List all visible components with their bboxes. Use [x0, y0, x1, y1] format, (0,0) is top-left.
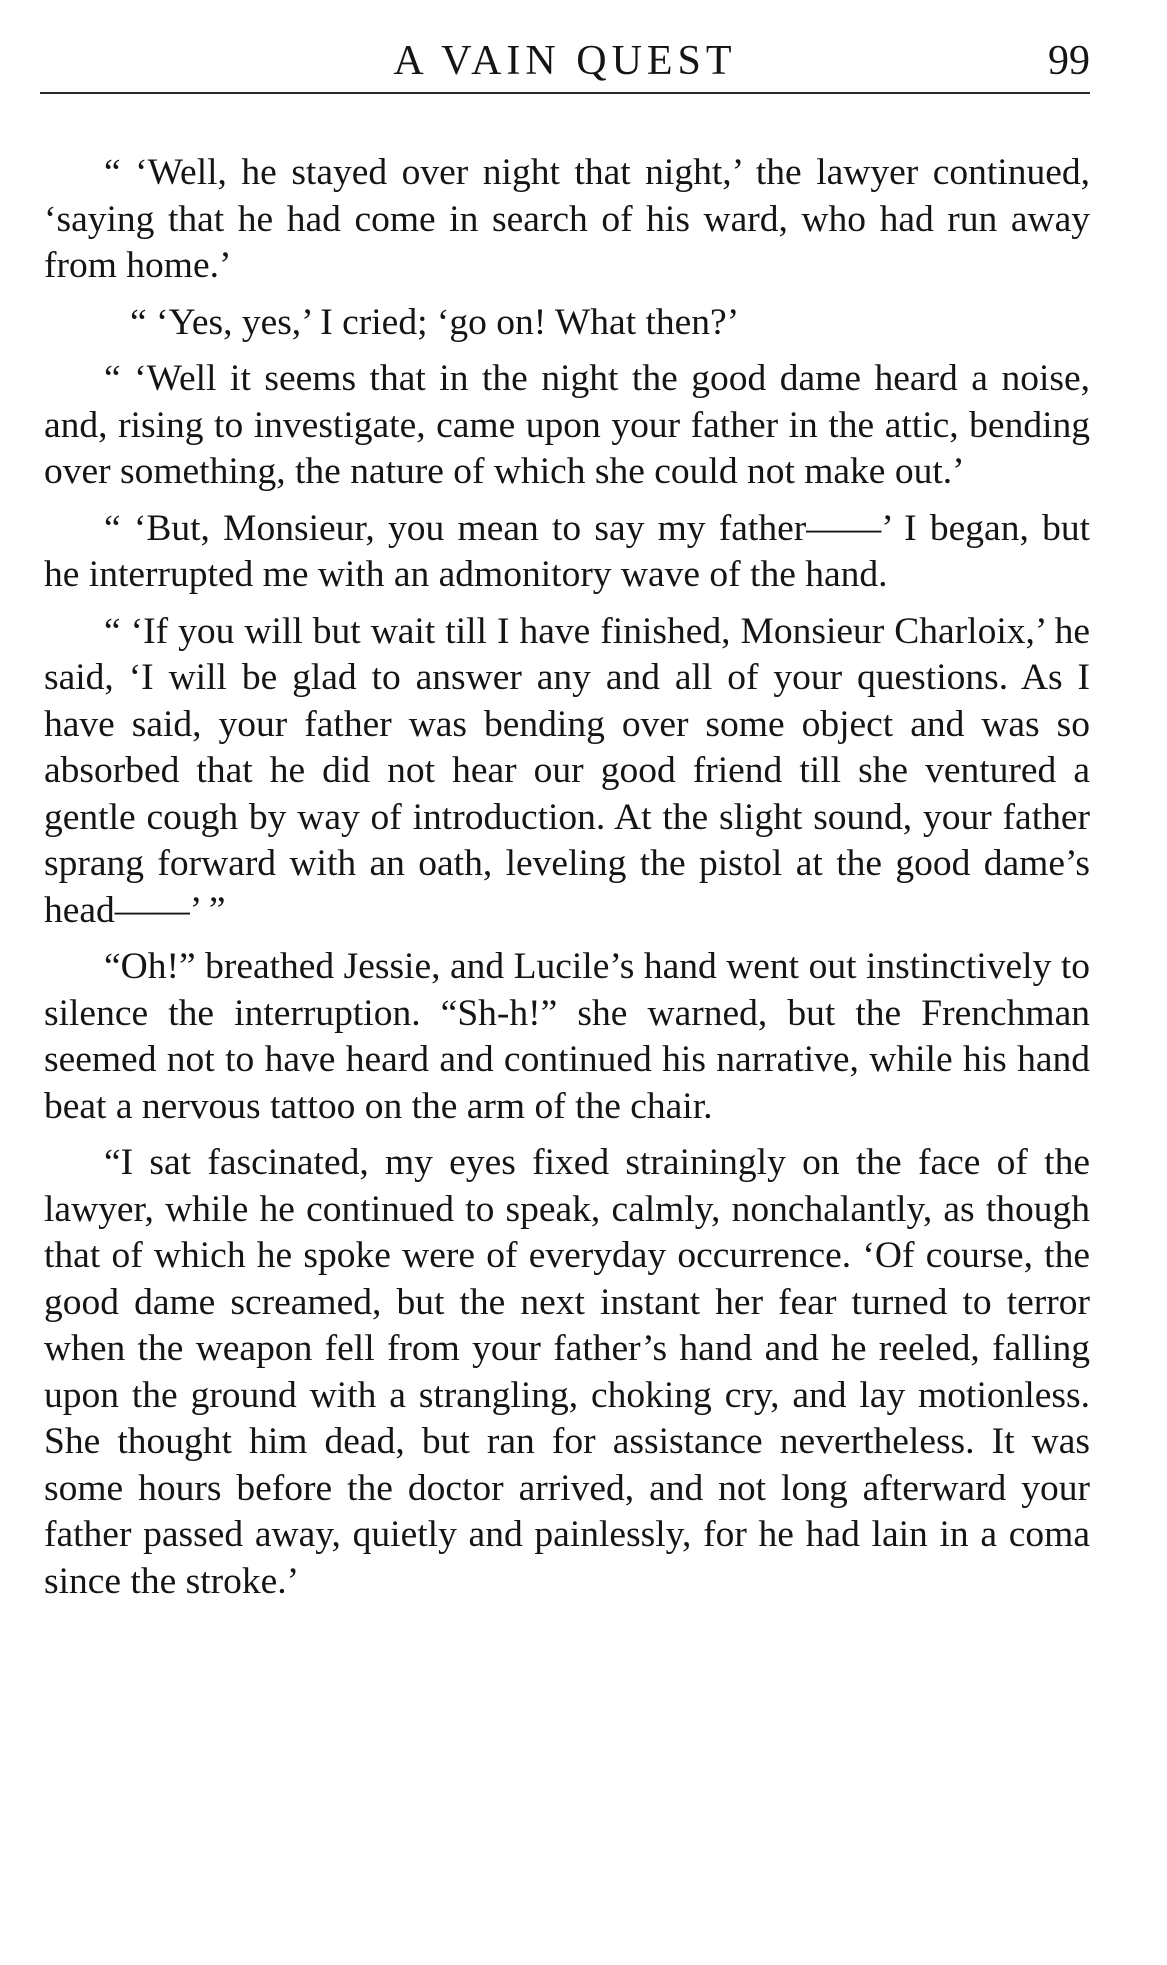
body-text	[44, 150, 1090, 1615]
header-rule	[40, 92, 1090, 94]
paragraph: “ ‘Yes, yes,’ I cried; ‘go on! What then?’	[130, 301, 740, 343]
paragraph: “ ‘Well it seems that in the night the good dame heard a noise, and, rising to investigate, came upon your father in the attic, bending over something, the nature of which she could not make out.’	[44, 358, 1090, 492]
paragraph: “ ‘If you will but wait till I have finished, Monsieur Charloix,’ he said, ‘I will be glad to answer any and all of your questions. As I have said, your father was bending over some object and was so absorbed that he did not hear our good friend till she ventured a gentle cough by way of introduction. At the slight sound, your father sprang forward with an oath, leveling the pistol at the good dame’s head——’ ”	[44, 610, 1090, 931]
running-head-title: A VAIN QUEST	[393, 38, 737, 84]
running-head	[40, 30, 1090, 90]
paragraph: “ ‘Well, he stayed over night that night,’ the lawyer continued, ‘saying that he had come in search of his ward, who had run away from home.’	[44, 152, 1090, 286]
page-number: 99	[1048, 38, 1090, 84]
paragraph: “I sat fascinated, my eyes fixed strainingly on the face of the lawyer, while he continued to speak, calmly, nonchalantly, as though that of which he spoke were of everyday occurrence. ‘Of course, the good dame screamed, but the next instant her fear turned to terror when the weapon fell from your father’s hand and he reeled, falling upon the ground with a strangling, choking cry, and lay motionless. She thought him dead, but ran for assistance nevertheless. It was some hours before the doctor arrived, and not long afterward your father passed away, quietly and painlessly, for he had lain in a coma since the stroke.’	[44, 1142, 1090, 1602]
paragraph: “ ‘But, Monsieur, you mean to say my father——’ I began, but he interrupted me with an admonitory wave of the hand.	[44, 507, 1090, 595]
paragraph: “Oh!” breathed Jessie, and Lucile’s hand went out instinctively to silence the interruption. “Sh-h!” she warned, but the Frenchman seemed not to have heard and continued his narrative, while his hand beat a nervous tattoo on the arm of the chair.	[44, 946, 1090, 1127]
